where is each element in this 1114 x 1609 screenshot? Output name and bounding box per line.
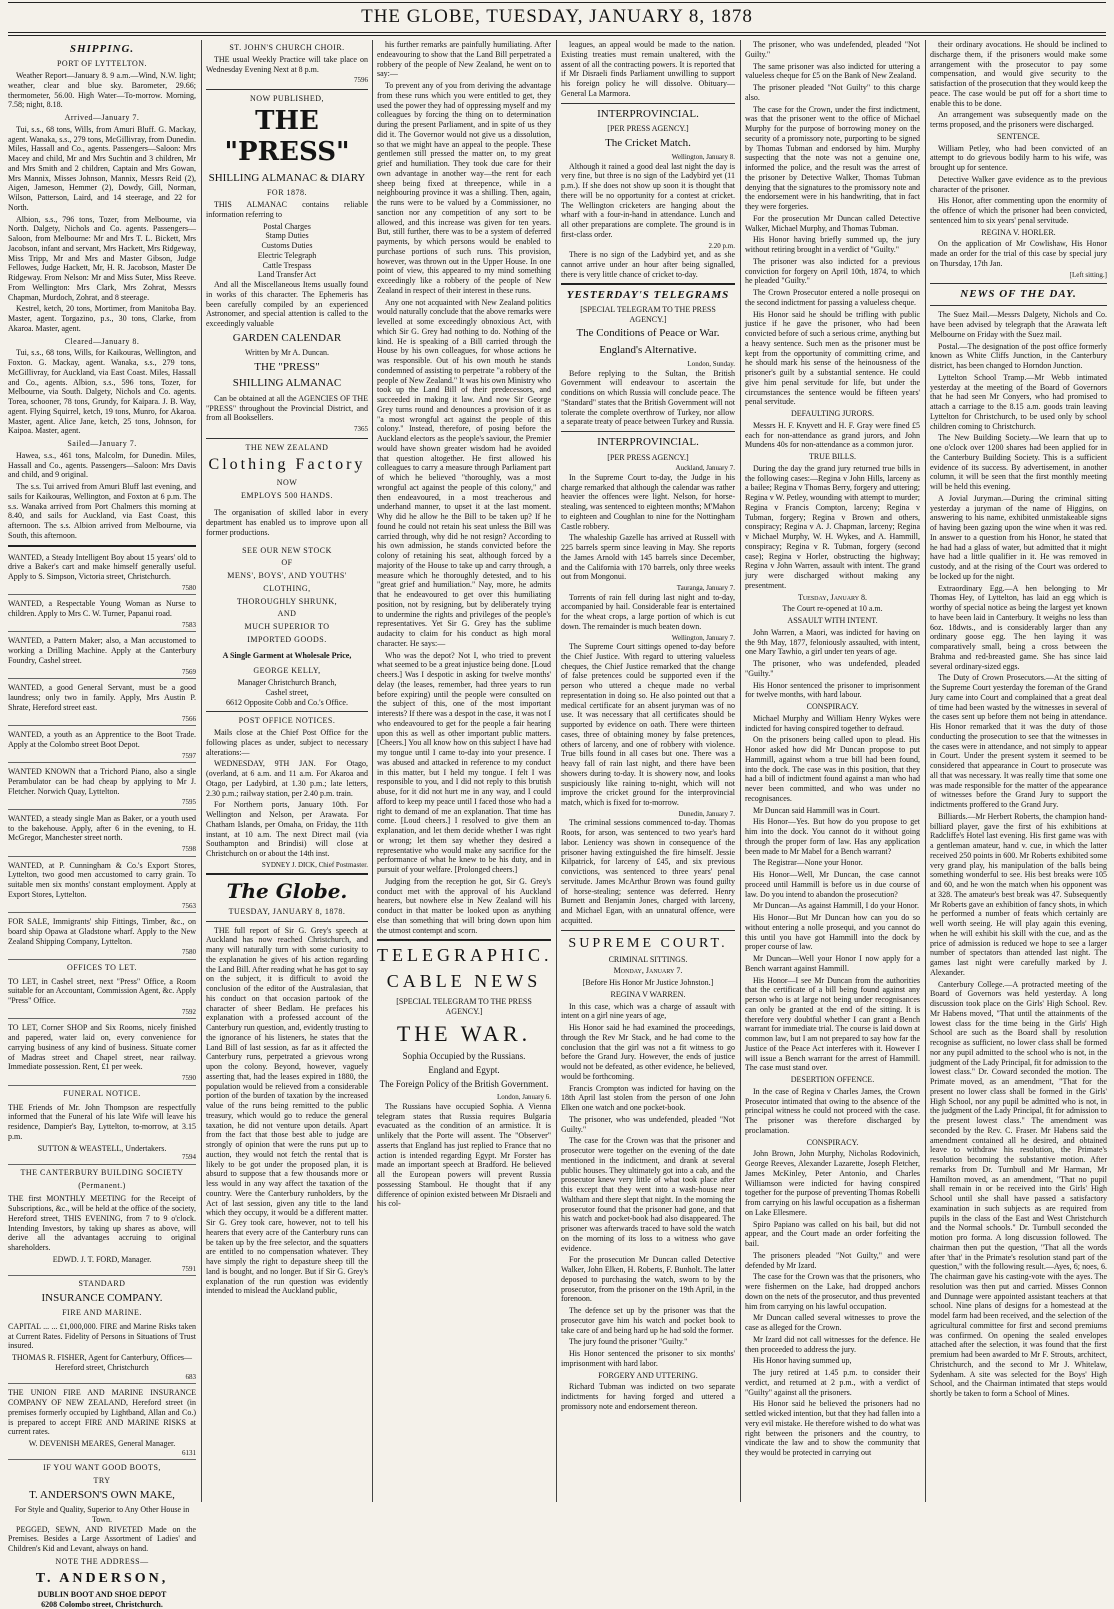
- kelly-name: GEORGE KELLY,: [253, 666, 321, 676]
- sentence-text: His Honor, after commenting upon the enormity of the offence of which the prisoner had been convicted, sentenced him to six years' penal servitude.: [930, 196, 1107, 225]
- editorial-date: TUESDAY, JANUARY 8, 1878.: [228, 906, 346, 916]
- conspiracy-text: His Honor—Well, Mr Duncan, the case cannot proceed until Hammill is before us in due course of law. Do you intend to abandon the prosecution?: [745, 870, 920, 899]
- to-let-ad: [8, 975, 196, 1020]
- almanac-list-item: Stamp Duties: [265, 231, 309, 241]
- post-office-heading: POST OFFICE NOTICES.: [238, 716, 336, 726]
- court-text: The case for the Crown, under the first indictment, was that the prisoner went to the office of Michael Murphy for the purpose of borrowing money on the security of a promissory note, purporting to be signed by Thomas Tubman and endorsed by him. Murphy suspecting that the note was not a genuine one, informed the police, and the result was the arrest of the prisoner by Detective Walker, Thomas Tubman denying that the signatures to the promissory note and the endorsement were in his handwriting, that in fact they were forgeries.: [745, 104, 920, 211]
- conspiracy2-text: Mr Duncan called several witnesses to prove the case as alleged for the Crown.: [745, 1313, 920, 1332]
- insurance-ref: 683: [185, 1372, 196, 1381]
- press-agency: [PER PRESS AGENCY.]: [607, 452, 689, 462]
- employs-text: EMPLOYS 500 HANDS.: [241, 490, 333, 500]
- column-3: [377, 40, 551, 1502]
- column-rule: [372, 40, 373, 1502]
- divider: [206, 873, 368, 875]
- divider: [561, 103, 735, 104]
- ad-ref: 7592: [182, 1007, 196, 1016]
- telegraphic-heading: TELEGRAPHIC.: [377, 945, 553, 966]
- wanted-ad: [8, 681, 196, 726]
- press-agency: [PER PRESS AGENCY.]: [607, 123, 689, 133]
- arrived-text-2: Albion, s.s., 796 tons, Tozer, from Melbourne, via North. Dalgety, Nichols and Co. agents. Passengers—Saloon, from Melbourne: Mr and Mrs T. L. Bickett, Mrs Jacobson, infant and servant, Mrs Hackett, Mrs Ridgeway, Miss Tripp, Mr and Mrs and Master Gibson, Judge Fellowes, Judge Hackett, Mr, H. R. Jacobson, Master De Ridgeway. From Nelson: Mr and Miss Suter, Miss Reeve. From Wellington: Mrs Clark, Mrs Zohrat, Messrs Chapman, Murdoch, Zohrat, and 8 steerage.: [8, 214, 196, 302]
- ad-text: TO LET, in Cashel street, next "Press" Office, a Room suitable for an Accountant, Commission Agent, &c. Apply "Press" Office.: [8, 976, 196, 1006]
- horler-text: On the application of Mr Cowlishaw, His Honor made an order for the trial of this case by special jury on Thursday, 17th Jan.: [930, 239, 1107, 268]
- yesterdays-telegrams-heading: YESTERDAY'S TELEGRAMS: [566, 289, 730, 302]
- true-bills-heading: TRUE BILLS.: [808, 452, 857, 461]
- almanac-list-item: Cattle Trespass: [262, 260, 312, 270]
- wholesale-text: A Single Garment at Wholesale Price,: [222, 650, 352, 660]
- divider: [206, 711, 368, 712]
- choir-heading: ST. JOHN'S CHURCH CHOIR.: [229, 43, 345, 52]
- funeral-signature: SUTTON & WEASTELL, Undertakers.: [37, 1143, 167, 1153]
- ad-text: WANTED, a Steady Intelligent Boy about 15 years' old to drive a Baker's cart and make himself generally useful. Apply to S. Simpson, Victoria street, Christchurch.: [8, 552, 196, 582]
- insurance-text: CAPITAL ... ... £1,000,000. FIRE and Marine Risks taken at Current Rates. Fidelity of Persons in Situations of Trust insured.: [8, 1321, 196, 1351]
- for-sale-ad: [8, 915, 196, 960]
- conspiracy2-text: John Brown, John Murphy, Nicholas Rodovinich, George Reeves, Alexander Lazarette, Joseph Fletcher, James McKinley, Peter Antonio, and Charles Williamson were indicted for having conspired together for the purpose of preventing Thomas Robelli from carrying on his lawful occupation as a fisherman on Lake Ellesmere.: [745, 1149, 920, 1217]
- cleared-text: Tui, s.s., 68 tons, Wills, for Kaikouras, Wellington, and Foxton. G. Mackay, agent. Wanaka, s.s., 279 tons, McGillivray, for Auckland, via East Coast. Miles, Hassall and Co., agents. Albion, s.s., 596 tons, Tozer, for Melbourne, via South. Dalgety, Nichols and Co. agents. Torea, schooner, 78 tons, Grundy, for Kaipara. J. B. Way, agent. Flying Squirrel, ketch, 19 tons, Munro, for Akaroa. Master, agent. Alice Jane, ketch, 25 tons, Johnson, for Kaipoa. Master, agent.: [8, 348, 196, 436]
- cricket-heading: The Cricket Match.: [605, 136, 691, 149]
- almanac-list-item: Postal Charges: [263, 221, 311, 231]
- wanted-ad: [8, 812, 196, 857]
- masthead-top-rule: [8, 2, 1106, 3]
- tauranga-text: Torrents of rain fell during last night and to-day, accompanied by hail. Considerable fear is entertained for the wheat crops, a large portion of which is cut down. The remainder is much beaten down.: [561, 592, 735, 631]
- shilling-almanac: SHILLING ALMANAC: [232, 377, 342, 390]
- of-text: OF: [281, 558, 293, 568]
- wellington-text: The Supreme Court sittings opened to-day before the Chief Justice. With regard to uttering valueless cheques, the Chief Justice remarked that the change of false pretences could be supported even if the person who uttered a cheque made no verbal representation in doing so. He also pointed out that a medical certificate for an absent juryman was of no use. It was necessary that all certificates should be supported by evidence on oath. There were thirteen cases, three of obtaining money by false pretences, others of larceny, and one of robbery with violence. True bills found in all cases but one. There was a heavy fall of rain last night, and there have been showers during to-day. It is showery now, and looks suspiciously like raining to-night, which will not improve the cricket ground for the interprovincial match, which is fixed for to-morrow.: [561, 642, 735, 808]
- news-item: Lyttelton School Tramp.—Mr Webb intimated yesterday at the meeting of the Board of Governors that he had seen Mr Conyers, who had promised to attach a carriage to the 8.15 a.m. goods train leaving Lyttelton for Christchurch, to be used only by school children coming to Christchurch.: [930, 372, 1107, 431]
- war-text-cont: leagues, an appeal would be made to the nation. Existing treaties must remain unaltered, with the assent of all the contracting powers. It is reported that if Mr Disraeli finds Parliament unwilling to support his foreign policy he will dissolve. Obituary—General La Marmora.: [561, 40, 735, 98]
- building-society-ad: [8, 1192, 196, 1276]
- shipping-heading: SHIPPING.: [69, 43, 135, 55]
- building-society-text: THE first MONTHLY MEETING for the Receipt of Subscriptions, &c., will be held at the office of the society, Hereford street, THIS EVENING, from 7 to 9 o'clock. Intending Investors, by taking up shares as above, will derive all the advantages accruing to original shareholders.: [8, 1194, 196, 1253]
- monday-date: Monday, January 7.: [613, 966, 683, 976]
- interprovincial-heading: INTERPROVINCIAL.: [597, 107, 699, 120]
- conspiracy-heading-2: CONSPIRACY.: [806, 1137, 859, 1147]
- tauranga-dateline: Tauranga, January 7.: [676, 584, 735, 593]
- ad-ref: 7590: [182, 1074, 196, 1083]
- insurance-ad: [8, 1320, 196, 1384]
- clothing-factory: Clothing Factory: [208, 456, 366, 474]
- conspiracy-text: His Honor—I see Mr Duncan from the authorities that the certificate of a bill being found against any person who is at large not being under recognisances can only be granted at the end of the sitting. It is therefore very doubtful whether I can grant a Bench warrant for immediate trial. The course is laid down at common law, but I am not prepared to say how far the Justice of the Peace Act interferes with it. However I will issue a Bench warrant for the arrest of Hammill. The case must stand over.: [745, 975, 920, 1073]
- editorial-cont: Judging from the reception he got, Sir G. Grey's conduct met with the approval of his Auckland hearers, but nowhere else in New Zealand will his conduct in that matter be looked upon as anything else than something that will bring down upon him the utmost contempt and scorn.: [377, 876, 551, 935]
- colombo-ref: 6208: [41, 1599, 58, 1609]
- building-society-sub: (Permanent.): [78, 1180, 126, 1190]
- funeral-text: THE Friends of Mr. John Thompson are respectfully informed that the Funeral of his late Wife will leave his residence, Dampier's Bay, Lyttelton, to-morrow, at 3.15 p.m.: [8, 1102, 196, 1141]
- column-rule: [556, 40, 557, 1502]
- wellington-dateline: Wellington, January 8.: [671, 153, 735, 162]
- ad-text: WANTED, a good General Servant, must be a good laundress; only two in family. Apply, Mrs Austin P. Shrate, Hereford street east.: [8, 683, 196, 712]
- conspiracy-text: On the prisoners being called upon to plead. His Honor asked how did Mr Duncan propose to put Hammill, against whom a true bill had been found, into the dock. The case was in this position, that they had a bill of indictment found against a man who had never been committed, and who was under no recognisances.: [745, 735, 920, 803]
- almanac-list-item: Customs Duties: [261, 241, 313, 251]
- court-text: His Honor said he had examined the proceedings, through the Rev Mr Stack, and he had come to the conclusion that the girl was not a fit witness to go before the Grand Jury. However, the ends of justice would not be defeated, as other evidence, he believed, would be forthcoming.: [561, 1023, 735, 1081]
- and-text: AND: [277, 609, 297, 619]
- building-society-signature: EDWD. J. T. FORD, Manager.: [52, 1254, 152, 1264]
- ad-text: WANTED, a steady single Man as Baker, or a youth used to the bakehouse. Apply, after 6 in the evening, to H. McGregor, Manchester street north.: [8, 813, 196, 843]
- conspiracy2-text: His Honor having summed up,: [753, 1356, 852, 1366]
- shilling-text: Can be obtained at all the AGENCIES OF THE "PRESS" throughout the Provincial District, and from all Booksellers.: [206, 393, 368, 423]
- conspiracy-text: Michael Murphy and William Henry Wykes were indicted for having conspired together to defraud.: [745, 713, 920, 733]
- ad-ref: 7580: [182, 583, 196, 592]
- editorial-cont: his further remarks are painfully humiliating. After endeavouring to show that the Land Bill perpetrated a robbery of the people of New Zealand, he went on to say:—: [377, 40, 551, 79]
- news-item: Canterbury College.—A protracted meeting of the Board of Governors was held yesterday. A long discussion took place on the Girls' High School. Rev. Mr Habens moved, "That until the attainments of the lowest class for the time being in the Girls' High School are such as the Board shall by resolution recognise as sufficient, no lower class shall be formed nor any pupil admitted to the school who is not, in the judgment of the Lady Principal, fit for admission to the lowest class." Dr. Coward seconded the motion. The Primate moved, as an amendment, "That for the present no lower class shall be formed in the Girls' High School, nor any pupil be admitted who is not, in the judgment of the Lady Principal, fit for admission to the present lowest class." The amendment was seconded by the Rev. C. Fraser. Mr Habens said the amendment contained all he desired, and obtained leave to withdraw his resolution, the Primate's resolution becoming the substantive motion. After remarks from Dr. Turnbull and Mr Harman, Mr Hamilton moved, as an amendment, "That no pupil shall remain in or be received into the Girls' High School until she shall have passed a satisfactory examination in such subjects as are required from pupils in the class of the East and West Christchurch and the Normal schools." Dr. Turnbull seconded the motion pro forma. A long discussion followed. The chairman then put the question, "That all the words after 'that' in the Primate's resolution stand part of the question," with the following result.—Ayes, 6; noes, 6. The chairman gave his casting-vote with the ayes. The resolution was then put and carried. Misses Connon and Dunnage were appointed assistant teachers at that school. Nine plans of designs for a homestead at the model farm had been received, and the selection of the agricultural committee for first and second premiums was confirmed. On opening the sealed envelopes attached after the selection, it was found that the first premium had been awarded to Mr F. Strouts, architect, Christchurch, and the second to Mr J. Whitelaw, Sydenham. A site was selected for the Boys' High School, and the Chairman intimated that steps would shortly be taken to form a School of Mines.: [930, 979, 1107, 1399]
- weather-report: Weather Report—January 8. 9 a.m.—Wind, N.W. light; weather, clear and blue sky. Barometer, 29.66; thermometer, 56.00. High Water—To-morrow. Morning, 7.58; night, 8.18.: [8, 71, 196, 110]
- masthead-bottom-rule-2: [8, 35, 1106, 36]
- news-item: The Suez Mail.—Messrs Dalgety, Nichols and Co. have been advised by telegraph that the Arawata left Melbourne on Friday with the Suez mail.: [930, 310, 1107, 339]
- masthead: [0, 0, 1114, 36]
- assault-text: The prisoner, who was undefended, pleaded "Guilty.": [745, 659, 920, 678]
- conspiracy2-text: His Honor said he believed the prisoners had no settled wicked intention, but that they had fallen into a very evil mistake. He therefore wished to do what was right between the prisoners and the country, to vindicate the law and to show the community that they would be protected in carrying out: [745, 1399, 920, 1457]
- london-dateline: London, Sunday.: [687, 360, 735, 369]
- court-reopened: The Court re-opened at 10 a.m.: [782, 604, 883, 614]
- court-text: An arrangement was subsequently made on the terms proposed, and the prisoners were discharged.: [930, 110, 1107, 129]
- egypt-heading: England and Egypt.: [428, 1065, 500, 1076]
- divider: [930, 283, 1107, 284]
- wellington-dateline-2: Wellington, January 7.: [671, 633, 735, 642]
- news-item: Billiards.—Mr Herbert Roberts, the champion hand-billiard player, gave the first of his exhibitions at Radcliffe's Hotel last evening. His first game was with a gentleman amateur, hand v. cue, in which the latter received 250 points in 600. Mr Roberts exhibited some very grand play, his manipulation of the balls being something wonderful to see. His best breaks were 105 and 60, and he won the match when his opponent was at 328. The amateur's best break was 47. Subsequently Mr Roberts gave an exhibition of fancy shots, in which he performed a number of feats which certainly are well worth seeing. He will play again this evening, when he will exhibit his skill with the cue, and as the price of admission is reduced we hope to see a larger number of spectators than attended last night. The games last night were carefully marked by J. Alexander.: [930, 811, 1107, 977]
- kelly-title: Manager Christchurch Branch,: [237, 678, 337, 688]
- sentence-text: William Petley, who had been convicted of an attempt to do grievous bodily harm to his wife, was brought up for sentence.: [930, 143, 1107, 172]
- alternative-heading: England's Alternative.: [599, 343, 697, 356]
- colombo-address: [8, 1600, 196, 1609]
- forgery-text: Richard Tubman was indicted on two separate indictments for having forged and uttered a promissory note and endorsement thereon.: [561, 1382, 735, 1411]
- conspiracy-text: Mr Duncan—As against Hammill, I do your Honor.: [753, 901, 919, 911]
- standard-heading: STANDARD: [78, 1279, 126, 1289]
- union-insurance-ad: [8, 1386, 196, 1460]
- conspiracy-text: The Registrar—None your Honor.: [753, 858, 863, 868]
- offices-heading: OFFICES TO LET.: [67, 962, 137, 972]
- almanac-year: FOR 1878.: [266, 188, 308, 198]
- special-telegram: [SPECIAL TELEGRAM TO THE PRESS AGENCY.]: [580, 304, 716, 324]
- ad-ref: 7569: [182, 667, 196, 676]
- conspiracy-text: Mr Duncan—Well your Honor I now apply for a Bench warrant against Hammill.: [745, 954, 920, 973]
- colombo-text: Colombo street, Christchurch.: [59, 1599, 163, 1609]
- union-signature: W. DEVENISH MEARES, General Manager.: [28, 1439, 176, 1448]
- now-text: NOW: [276, 477, 298, 487]
- funeral-heading: FUNERAL NOTICE.: [63, 1088, 141, 1098]
- ad-ref: 7580: [182, 948, 196, 957]
- editorial-quote: Who was the depot? Not I, who tried to prevent what seemed to be a great injustice being done. [Loud cheers.] Was I despotic in asking for twelve months' delay (the leases, remember, had three years to run before expiring) until the people were consulted on the subject of this, one of the most important interests? If there was a despot in the case, it was not I who endeavoured to get for the people a fair hearing upon this as well as other important public matters. [Cheers.] You all know how on this subject I have had my tongue until I came to-day into your presence. I was abused and attacked in reference to my conduct in this matter, but I held my tongue. I felt I was responsible to you, and I did not reply to this brutish abuse, for it did not hurt me in any way, and I could afford to keep my peace until I faced those who had a right to demand of me an explanation. That time has come. [Loud cheers.] I resolved to give them an explanation, and let them decide whether I was right or wrong; let them say whether they desired a representative who would make any sacrifice for the performance of what he knew to be his duty, and in pursuit of your welfare. [Prolonged cheers.]: [377, 650, 551, 874]
- wanted-ad: [8, 551, 196, 596]
- ad-text: WANTED, a Pattern Maker; also, a Man accustomed to working a Drilling Machine. Apply at the Canterbury Foundry, Cashel street.: [8, 636, 196, 665]
- conspiracy2-text: The prisoners pleaded "Not Guilty," and were defended by Mr Izard.: [745, 1250, 920, 1270]
- news-item: Extraordinary Egg.—A hen belonging to Mr Thomas Hey, of Lyttelton, has laid an egg which is worthy of special notice as being the largest yet known to have been laid in Canterbury. It weighs no less than 6oz. 18dwts., and is considerably larger than any ordinary goose egg. The hen laying it was comparatively small, being a cross between the Brahma and red-breasted game. She has since laid several ordinary-sized eggs.: [930, 583, 1107, 671]
- assault-text: His Honor sentenced the prisoner to imprisonment for twelve months, with hard labour.: [745, 680, 920, 700]
- court-text: The jury found the prisoner "Guilty.": [569, 1337, 688, 1347]
- the-war-heading: THE WAR.: [396, 1020, 532, 1046]
- news-item: The New Building Society.—We learn that up to one o'clock over 1200 shares had been applied for in the Canterbury Building Society. This is a sufficient evidence of its success. By advertisement, in another column, it will be seen that the first monthly meeting will be held this evening.: [930, 433, 1107, 492]
- london-dateline: London, January 6.: [496, 1093, 551, 1102]
- cricket-text: Although it rained a good deal last night the day is very fine, but three is no sign of the Ladybird yet (11 p.m.). If she does not show up soon it is thought that there will be no opportunity for a contest at cricket. The Wellington cricketers are hanging about the wharf with a four-in-hand in attendance. Lunch and all other preparations are complete. The ground is in first-class order.: [561, 161, 735, 239]
- conspiracy2-text: Mr Izard did not call witnesses for the defence. He then proceeded to address the jury.: [745, 1334, 920, 1354]
- insurance-signature: THOMAS R. FISHER, Agent for Canterbury, Offices—Hereford street, Christchurch: [12, 1353, 192, 1372]
- divider: [561, 283, 735, 285]
- ad-ref: 7563: [182, 901, 196, 910]
- choir-ref: 7596: [354, 76, 368, 85]
- news-item: A Jovial Juryman.—During the criminal sitting yesterday a juryman of the name of Higgins, on answering to his name, exhibited unmistakeable signs of having been gazing upon the wine when it was red. In answer to a question from his Honor, he stated that he had had a glass of water, but admitted that it might have had a little qualifier in it. He was removed in custody, and at the rising of the Court was ordered to be locked up for the night.: [930, 493, 1107, 581]
- conspiracy-text: His Honor—Yes. But how do you propose to get him into the dock. You cannot do it without going through the proper form of law. Has any application been made to Mr Mabel for a Bench warrant?: [745, 817, 920, 856]
- now-published: NOW PUBLISHED,: [250, 93, 324, 103]
- insurance-sub: FIRE AND MARINE.: [62, 1308, 142, 1318]
- column-6: [930, 40, 1107, 1502]
- arrived-heading: Arrived—January 7.: [64, 113, 140, 123]
- column-rule: [925, 40, 926, 1502]
- ad-ref: 7598: [182, 845, 196, 854]
- editorial-quote: To prevent any of you from deriving the advantage from these runs which you were entitled to get, they used the power they had of oppressing myself and my colleagues by forcing the thing on to determination during the present Parliament, and in spite of us they did it. The Governor would not give us a dissolution, so that we might have an appeal to the people. These gentlemen still pressed the matter on, to my great grief and humiliation. They took due care for their own advantage in another way—the rent for each sheep being fixed at threepence, while in a neighbouring province it was a shilling. Then, again, the runs were to be valued by a Commissioner, no sanction nor any competition of any sort to be allowed, and this increase was given for ten years. But, still further, there was to be a system of deferred payments, by which persons would be enabled to purchase portions of such runs. This provision, however, was thrown out in the Upper House. In one point of view, this appeared to my mind something exceedingly like a robbery of the people of New Zealand in respect of their interest in these runs.: [377, 81, 551, 295]
- choir-text: THE usual Weekly Practice will take place on Wednesday Evening Next at 8 p.m.: [206, 54, 368, 74]
- ad-ref: 7597: [182, 751, 196, 760]
- sailed-heading: Sailed—January 7.: [67, 439, 137, 449]
- news-of-the-day-heading: NEWS OF THE DAY.: [960, 288, 1077, 301]
- try-text: TRY: [93, 1476, 111, 1486]
- press-title-2: THE "PRESS": [254, 361, 320, 374]
- building-society-ref: 7591: [182, 1264, 196, 1273]
- masthead-title: THE GLOBE, TUESDAY, JANUARY 8, 1878: [361, 6, 753, 27]
- conspiracy-text: Mr Duncan said Hammill was in Court.: [753, 805, 880, 815]
- garden-author: Written by Mr A. Duncan.: [244, 348, 330, 358]
- regina-v-warren: REGINA V WARREN.: [610, 989, 686, 999]
- ad-text: WANTED, a youth as an Apprentice to the Boot Trade. Apply at the Colombo street Boot Depot.: [8, 730, 196, 749]
- post-office-text-3: For Northern ports, January 10th. For Wellington and Nelson, per Arawata. For Chatham Islands, per Omaha, on Friday, the 11th instant, at 10 a.m. The next Direct mail (via Southampton and Brindisi) will close at Christchurch on or about the 14th inst.: [206, 800, 368, 859]
- almanac-text-2: And all the Miscellaneous Items usually found in works of this character. The Ephemeris has been carefully compiled by an experienced Astronomer, and special attention is called to the exceedingly valuable: [206, 280, 368, 329]
- boots-heading: IF YOU WANT GOOD BOOTS,: [43, 1463, 161, 1473]
- port-heading: PORT OF LYTTELTON.: [56, 59, 148, 69]
- court-text: For the prosecution Mr Duncan called Detective Walker, Michael Murphy, and Thomas Tubman.: [745, 213, 920, 233]
- ad-text: TO LET, Corner SHOP and Six Rooms, nicely finished and papered, water laid on, every convenience for carrying business of any kind of business. Situate corner of Madras street and Chapel street, near railway. Immediate possession. Rent, £1 per week.: [8, 1023, 196, 1072]
- shilling-ref: 7365: [354, 425, 368, 434]
- wanted-ad: [8, 597, 196, 632]
- cleared-heading: Cleared—January 8.: [64, 336, 140, 346]
- almanac-list-item: Electric Telegraph: [257, 250, 317, 260]
- funeral-ref: 7594: [182, 1153, 196, 1162]
- wanted-ad: [8, 859, 196, 914]
- defaulting-jurors-heading: DEFAULTING JURORS.: [790, 409, 875, 418]
- divider: [561, 930, 735, 931]
- court-text: The defence set up by the prisoner was that the prosecutor gave him his watch and pocket book to take care of and being hard up he had sold the former.: [561, 1306, 735, 1335]
- organisation-text: The organisation of skilled labor in every department has enabled us to improve upon all former productions.: [206, 508, 368, 537]
- court-text: The prisoner, who was undefended, pleaded "Not Guilty.": [561, 1114, 735, 1134]
- superior-text: MUCH SUPERIOR TO: [244, 622, 330, 632]
- anderson-subtitle: For Style and Quality, Superior to Any Other House in Town.: [14, 1505, 190, 1524]
- court-text: His Honor having briefly summed up, the jury without retiring brought in a verdict of "Guilty.": [745, 235, 920, 254]
- divider: [561, 431, 735, 432]
- conditions-heading: The Conditions of Peace or War.: [576, 327, 720, 340]
- court-text: The prisoner pleaded "Not Guilty" to this charge also.: [745, 83, 920, 102]
- before-judge: [Before His Honor Mr Justice Johnston.]: [582, 978, 714, 988]
- column-2: [206, 40, 368, 1502]
- cashel-street: Cashel street,: [265, 687, 309, 697]
- news-item: The Duty of Crown Prosecutors.—At the sitting of the Supreme Court yesterday the foreman of the Grand Jury came into Court and complained that a great deal of time had been wasted by the witnesses in several of the cases sent up before them not being in attendance. His Honor remarked that it was the duty of those conducting the prosecution to see that the witnesses in the cases were in attendance, and not simply to appear in Court. Under the present system it seemed to be considered that appearance in Court to prosecute was all that was necessary. It was really time that some one was made responsible for the matter of the appearance of witnesses before the Grand Jury to support the indictments proffered to the Grand Jury.: [930, 673, 1107, 810]
- editorial-cont: Any one not acquainted with New Zealand politics would naturally conclude that the above remarks were levelled at some exceedingly obnoxious Act, with which Sir G. Grey had nothing to do. Nothing of the kind. He is speaking of a Bill carried through the House by his own colleagues, for whose actions he was responsible. Out of his own mouth he stands condemned of assisting to perpetrate "a robbery of the people of New Zealand." It was his own Ministry who took up the Land Bill of their predecessors, and succeeded in making it law. And now Sir George Grey turns round and denounces a provision of it as "a most wrongful act against the people of this colony." Instead, therefore, of posing before the Auckland electors as the people's saviour, the Premier would have shown greater wisdom had he avoided that question altogether. He first allowed his colleagues to carry a measure through Parliament part of which he believed "thoroughly, was a most wrongful act against the people of this colony," and then endeavoured, in a most treacherous and underhand manner, to upset it at the last moment. Why did he allow he the Bill to be taken up? If he found he could not retain his seat unless the Bill was carried through, why did he not resign? According to his own admission, he stands convicted before the colony of retaining his seat, although forced by a majority of the House to take up and carry through, a measure which he thoroughly detested, and to his "great grief and humiliation." Nay, more, he admits that he endeavoured to get over this humiliating position, not by resigning, but by deliberately trying to undermine the rights and privileges of the people's representatives. Yet Sir G. Grey has the sublime audacity to claim for his conduct as high moral character. He says:—: [377, 297, 551, 648]
- desertion-heading: DESERTION OFFENCE.: [790, 1075, 875, 1084]
- post-office-signature: SYDNEY J. DICK, Chief Postmaster.: [261, 860, 368, 869]
- column-1: [8, 40, 196, 1609]
- court-text: The same prisoner was also indicted for uttering a valueless cheque for £5 on the Bank of New Zealand.: [745, 61, 920, 81]
- column-5: [745, 40, 920, 1502]
- news-item: Postal.—The designation of the post office formerly known as White Cliffs Junction, in the Canterbury district, has been changed to Horndon Junction.: [930, 341, 1107, 371]
- court-text: The prisoner was also indicted for a previous conviction for forgery on April 10th, 1874, to which he pleaded "Guilty.": [745, 256, 920, 286]
- conspiracy2-text: Spiro Papiano was called on his bail, but did not appear, and the Court made an order forfeiting the bail.: [745, 1219, 920, 1248]
- union-ref: 6131: [182, 1448, 196, 1457]
- almanac-list-item: Land Transfer Act: [257, 270, 317, 280]
- sentence-text: Detective Walker gave evidence as to the previous character of the prisoner.: [930, 174, 1107, 194]
- opposite-ref: 6612: [226, 697, 243, 707]
- sentence-heading: SENTENCE.: [997, 131, 1040, 141]
- masthead-bottom-rule: [8, 32, 1106, 33]
- divider: [930, 305, 1107, 306]
- ad-ref: 7583: [182, 620, 196, 629]
- tuesday-date: Tuesday, January 8.: [797, 592, 868, 602]
- sailed-text: Hawea, s.s., 461 tons, Malcolm, for Dunedin. Miles, Hassall and Co., agents. Passengers—Saloon: Mrs Davis and child, and 9 original.: [8, 450, 196, 480]
- court-text: The case for the Crown was that the prisoner and prosecutor were together on the evening of the date mentioned in the indictment, and drank at several public houses. They ultimately got into a cab, and the prosecutor knew very little of what took place after this except that they went into a wash-house near Waltham and there slept that night. In the morning the prosecutor found that the prisoner had gone, and that his watch and pocket-book had also disappeared. The prisoner was afterwards traced to have sold the watch on the morning of its loss to a witness who gave evidence.: [561, 1136, 735, 1253]
- ad-ref: 7595: [182, 798, 196, 807]
- dunedin-dateline: Dunedin, January 7.: [678, 809, 735, 818]
- to-let-ad: [8, 1021, 196, 1085]
- ad-text: WANTED, at P. Cunningham & Co.'s Export Stores, Lyttelton, two good men accustomed to carry grain. To suitable men six months' constant employment. Apply at Export Stores, Lyttelton.: [8, 860, 196, 899]
- interprovincial-heading-2: INTERPROVINCIAL.: [597, 436, 699, 449]
- court-text: His Honor sentenced the prisoner to six months' imprisonment with hard labor.: [561, 1349, 735, 1368]
- building-society-heading: THE CANTERBURY BUILDING SOCIETY: [20, 1167, 184, 1177]
- arrived-text-3: Kestrel, ketch, 20 tons, Mortimer, from Manitoba Bay. Master, agent. Torgazino, p.s., 30 tons, Clarke, from Akaroa. Master, agent.: [8, 304, 196, 333]
- press-title: THE "PRESS": [224, 105, 350, 168]
- dublin-depot: DUBLIN BOOT AND SHOE DEPOT: [37, 1589, 167, 1599]
- cricket-time: 2.20 p.m.: [708, 241, 735, 250]
- opposite-label: Opposite Cobb and Co.'s Office.: [244, 697, 348, 707]
- union-text: THE UNION FIRE AND MARINE INSURANCE COMPANY OF NEW ZEALAND, Hereford street (in premises formerly occupied by Lightband, Allan and Co.) is prepared to accept FIRE AND MARINE RISKS at current rates.: [8, 1388, 196, 1437]
- horler-heading: REGINA V. HORLER.: [981, 227, 1056, 237]
- divider: [206, 438, 368, 439]
- criminal-sittings: CRIMINAL SITTINGS.: [608, 954, 688, 964]
- desertion-text: In the case of Regina v Charles James, the Crown Prosecutor intimated that owing to the absence of the principal witness he could not proceed with the case. The prisoner was therefore discharged by proclamation.: [745, 1086, 920, 1135]
- supreme-court-heading: SUPREME COURT.: [568, 935, 728, 951]
- war-text: The Russians have occupied Sophia. A Vienna telegram states that Russia requires Bulgaria evacuated as the condition of an armistice. It is unlikely that the Porte will assent. The "Observer" asserts that England has just replied to France that no action is intended regarding Egypt. Mr Forster has made an important speech at Bradford. He believed all the European powers will prevent Russia possessing Stamboul. He thought that if any difference of opinion existed between Mr Disraeli and his col-: [377, 1101, 551, 1209]
- shrunk-text: THOROUGHLY SHRUNK,: [236, 596, 338, 606]
- column-4: [561, 40, 735, 1502]
- column-rule: [201, 40, 202, 1502]
- conspiracy2-text: The case for the Crown was that the prisoners, who were fishermen on the Lake, had dropped anchors down on the nets of the prosecutor, and thus prevented him from carrying on his lawful occupation.: [745, 1272, 920, 1311]
- ad-text: WANTED KNOWN that a Trichord Piano, also a single Perambulator can be had cheap by applying to Mr J. Fletcher. Norwich Quay, Lyttelton.: [8, 767, 196, 796]
- divider: [377, 939, 551, 941]
- pegged-text: PEGGED, SEWN, AND RIVETED Made on the Premises. Besides a Large Assortment of Ladies' and Children's Kid and Levant, always on hand.: [8, 1524, 196, 1554]
- address-note: NOTE THE ADDRESS—: [55, 1556, 149, 1566]
- court-text: The prisoner, who was undefended, pleaded "Not Guilty.": [745, 40, 920, 59]
- shipping-notes: The s.s. Tui arrived from Amuri Bluff last evening, and sails for Kaikouras, Wellington, and Foxton at 6 p.m. The s.s. Wanaka arrived from Port Chalmers this morning at 8.40, and sails for Auckland, via East Coast, this afternoon. The s.s. Albion arrived from Melbourne, via South, this afternoon.: [8, 482, 196, 540]
- left-sitting: [Left sitting.]: [1069, 270, 1107, 279]
- garden-calendar: GARDEN CALENDAR: [232, 331, 342, 344]
- wanted-ad: [8, 728, 196, 763]
- conspiracy2-text: The jury retired at 1.45 p.m. to consider their verdict, and returned at 2 p.m., with a verdict of "Guilty" against all the prisoners.: [745, 1368, 920, 1397]
- auckland-text: The whaleship Gazelle has arrived at Russell with 225 barrels sperm since leaving in May. She reports the James Arnold with 145 barrels since December, and the California with 170 barrels, only three weeks out from Mongonui.: [561, 533, 735, 582]
- divider: [206, 921, 368, 922]
- court-text: Francis Crompton was indicted for having on the 18th April last stolen from the person of one John Elken one watch and one pocket-book.: [561, 1083, 735, 1113]
- court-text: For the prosecution Mr Duncan called Detective Walker, John Elken, H. Roberts, F. Bunholt. The latter deposed to purchasing the watch, sworn to by the prosecutor, from the prisoner on the 19th April, in the forenoon.: [561, 1255, 735, 1304]
- post-office-text-2: WEDNESDAY, 9TH JAN. For Otago, (overland, at 6 a.m. and 11 a.m. For Akaroa and Otago, per Ladybird, at 1.30 p.m.; late letters, 2.30 p.m.; railway station, per 2.40 p.m. train.: [206, 759, 368, 798]
- court-text: His Honor said he should be trifling with public justice if he gave the prisoner, who had been convicted before of such a serious crime, anything but a heavy sentence. Such men as the prisoner must be kept from the opportunity of committing crime, and he should mark his sense of the heinousness of the prisoner's guilt by a substantial sentence. He could give him penal servitude for life, but under the circumstances the sentence would be fifteen years' penal servitude.: [745, 309, 920, 407]
- divider: [206, 89, 368, 90]
- insurance-heading: INSURANCE COMPANY.: [41, 1291, 163, 1304]
- almanac-title: SHILLING ALMANAC & DIARY: [208, 171, 366, 184]
- column-rule: [740, 40, 741, 1502]
- court-text: The Crown Prosecutor entered a nolle prosequi on the second indictment for passing a valueless cheque.: [745, 288, 920, 307]
- clothing-text: CLOTHING,: [263, 583, 311, 593]
- anderson-name: T. ANDERSON,: [35, 1570, 169, 1586]
- wanted-ad: [8, 765, 196, 810]
- ad-text: WANTED, a Respectable Young Woman as Nurse to children. Apply to Mrs C. W. Turner, Papanui road.: [8, 599, 196, 619]
- conspiracy-text: His Honor—But Mr Duncan how can you do so without entering a nolle prosequi, and you cannot do this until you have got Hammill into the dock by proper course of law.: [745, 913, 920, 952]
- arrived-text: Tui, s.s., 68 tons, Wills, from Amuri Bluff. G. Mackay, agent. Wanaka, s.s., 279 tons, McGillivray, from Dunedin. Miles, Hassall and Co., agents. Passengers—Saloon: Mrs Macey and child, Mr and Mrs Suchtin and 3 children, Mr and Mrs Smith and 2 children, Captain and Mrs Gowan, Mrs Mannix, Misses Johnson, Mannix, Messrs Reid (2), Aigen, Jameson, Hemmer (2), Dowdy, Gill, Norman, Wilson, Patterson, Laird, and 14 steerage, and 22 for North.: [8, 124, 196, 212]
- editorial-text: THE full report of Sir G. Grey's speech at Auckland has now reached Christchurch, and many will naturally turn with some curiosity to the explanation he gives of his action regarding the Land Bill. After reading what he has got to say on the subject, it is difficult to avoid the conclusion of the editor of the Australasian, that his conduct on that occasion partook of the character of sheer Bedlam. He prefaces his explanation with a professed account of the Canterbury run question, and, evidently trusting to the ignorance of his listeners, he states that the Land Bill of last session, as far as it affected the Canterbury runs, perpetrated a grievous wrong upon the colony. Beyond, however, vaguely asserting that, had the leases expired in 1880, the population would be relieved from a considerable portion of the burden of taxation by the increased value of the runs being remitted to the public treasury, which would go to reduce the general taxation, he did not venture upon details. Apart from the fact that those best able to judge are strongly of opinion that were the runs put up to auction, they would not fetch the rental that is likely to be got under the proposed plan, it is absurd to suppose that a few thousands more or less would in any way affect the taxation of the country. Were the Canterbury runholders, by the Act of last session, given any title to the land which they occupy, it would be a different matter. Sir G. Grey took care, however, not to tell his hearers that every acre of the Canterbury runs can be taken up by the free selector, and the squatters are entitled to no compensation whatever. They have simply the right to depasture sheep till the land is bought, and no longer. But if Sir G. Grey's explanation of the run question was evidently intended to mislead the Auckland public,: [206, 925, 368, 1296]
- imported-text: IMPORTED GOODS.: [247, 634, 327, 644]
- assault-text: John Warren, a Maori, was indicted for having on the 9th May, 1877, feloniously assaulted, with intent, one Mary Tawhio, a girl under ten years of age.: [745, 627, 920, 657]
- peace-text: Before replying to the Sultan, the British Government will endeavour to ascertain the conditions on which Russia will conclude peace. The "Standard" states that the British Government will not tolerate the complete overthrow of Turkey, nor allow a separate treaty of peace between Turkey and Russia.: [561, 368, 735, 427]
- special-telegram: [SPECIAL TELEGRAM TO THE PRESS AGENCY.]: [396, 997, 532, 1016]
- auckland-dateline: Auckland, January 7.: [675, 464, 735, 473]
- funeral-notice: [8, 1101, 196, 1165]
- auckland-text: In the Supreme Court to-day, the Judge in his charge remarked that although the calendar was rather heavier the offences were light. Nelson, for horse-stealing, was sentenced to eighteen months; M'Mahon to eighteen and Coughlan to nine for the Nottingham Castle robbery.: [561, 472, 735, 531]
- ad-text: FOR SALE, Immigrants' ship Fittings, Timber, &c., on board ship Opawa at Gladstone wharf. Apply to the New Zealand Shipping Company, Lyttelton.: [8, 917, 196, 946]
- conspiracy-heading: CONSPIRACY.: [806, 702, 859, 711]
- dunedin-text: The criminal sessions commenced to-day. Thomas Roots, for arson, was sentenced to two year's hard labor. Leniency was shown in consequence of the prisoner having extinguished the fire himself. Jessie Kilpatrick, for larceny of £45, and six previous convictions, was sentenced to three years' penal servitude. James McArthur Brown was found guilty of horse-stealing; sentence was deferred. Henry Burnett and Benjamin Jones, charged with larceny, and Michael Egan, with an unnatural offence, were acquitted.: [561, 818, 735, 925]
- anderson-heading: T. ANDERSON'S OWN MAKE,: [29, 1488, 175, 1501]
- assault-heading: ASSAULT WITH INTENT.: [787, 616, 878, 625]
- court-text: In this case, which was a charge of assault with intent on a girl nine years of age,: [561, 1001, 735, 1021]
- foreign-policy-heading: The Foreign Policy of the British Government.: [379, 1079, 549, 1090]
- defaulting-text: Messrs H. F. Knyvett and H. F. Gray were fined £5 each for non-attendance as grand jurors, and John Mundens 40s for non-attendance as a common juror.: [745, 420, 920, 450]
- nz-heading: THE NEW ZEALAND: [245, 442, 329, 452]
- cable-news-heading: CABLE NEWS: [386, 971, 542, 992]
- post-office-text-1: Mails close at the Chief Post Office for the following places as under, subject to necessary alterations:—: [206, 728, 368, 757]
- forgery-heading: FORGERY AND UTTERING.: [598, 1370, 698, 1380]
- see-stock: SEE OUR NEW STOCK: [242, 545, 332, 555]
- cricket-text-2: There is no sign of the Ladybird yet, and as she cannot arrive under an hour after being signalled, there is very little chance of cricket to-day.: [561, 250, 735, 279]
- ad-ref: 7566: [182, 714, 196, 723]
- globe-title: The Globe.: [226, 879, 348, 904]
- court-text: their ordinary avocations. He should be inclined to discharge them, if the prisoners would make some arrangement with the prosecutor to pay some compensation, and would give security to the satisfaction of the prosecution that they would keep the peace. The case would be put off for a short time to enable this to be done.: [930, 40, 1107, 108]
- mens-text: MENS', BOYS', AND YOUTHS': [227, 571, 347, 581]
- opposite-text: [206, 698, 368, 708]
- divider: [8, 545, 196, 547]
- true-bills-text: During the day the grand jury returned true bills in the following cases:—Regina v John Hills, larceny as a bailee; Regina v Thomas Berry, forgery and uttering; Regina v W. Petley, wounding with attempt to murder; Regina v Francis Compton, larceny; Regina v Tubman, forgery; Regina v Brown and others, conspiracy; Regina v A. J. Chapman, larceny; Regina v Michael Murphy, W. H. Wykes, and A. Hammill, conspiracy; Regina v R. Tubman, forgery (second case); Regina v Horler, obstructing the highway; Regina v John Warren, assault with intent. The grand jury were discharged without making any presentment.: [745, 463, 920, 590]
- wanted-ad: [8, 634, 196, 679]
- sophia-heading: Sophia Occupied by the Russians.: [402, 1051, 526, 1062]
- almanac-text: THIS ALMANAC contains reliable information referring to: [206, 200, 368, 219]
